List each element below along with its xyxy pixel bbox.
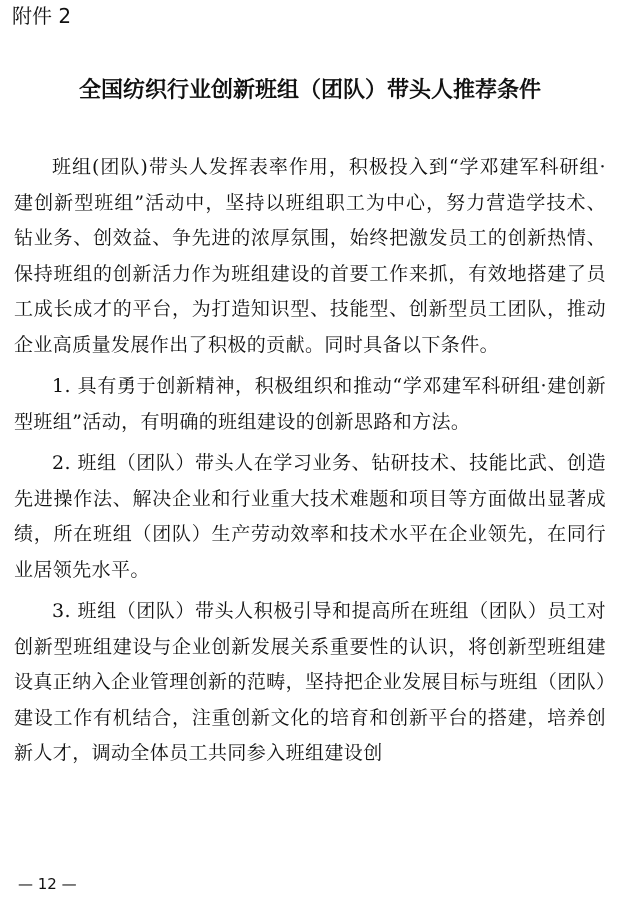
- paragraph-condition-3: 3. 班组（团队）带头人积极引导和提高所在班组（团队）员工对创新型班组建设与企业创新发展关系重要性的认识，将创新型班组建设真正纳入企业管理创新的范畴，坚持把企业发展目标与班组（团队）建设工作有机结合，注重创新文化的培育和创新平台的搭建，培养创新人才，调动全体员工共同参入班组建设创: [14, 600, 606, 764]
- document-body: [14, 150, 606, 772]
- page-number: — 12 —: [18, 875, 77, 893]
- attachment-label: 附件 2: [12, 4, 72, 28]
- paragraph-condition-2: 2. 班组（团队）带头人在学习业务、钻研技术、技能比武、创造先进操作法、解决企业和行业重大技术难题和项目等方面做出显著成绩，所在班组（团队）生产劳动效率和技术水平在企业领先，在同行业居领先水平。: [14, 452, 606, 581]
- paragraph-condition-1: 1. 具有勇于创新精神，积极组织和推动“学邓建军科研组·建创新型班组”活动，有明确的班组建设的创新思路和方法。: [14, 375, 606, 433]
- document-title: 全国纺织行业创新班组（团队）带头人推荐条件: [78, 78, 541, 103]
- paragraph-intro: 班组(团队)带头人发挥表率作用，积极投入到“学邓建军科研组·建创新型班组”活动中，坚持以班组职工为中心，努力营造学技术、钻业务、创效益、争先进的浓厚氛围，始终把激发员工的创新热情、保持班组的创新活力作为班组建设的首要工作来抓，有效地搭建了员工成长成才的平台，为打造知识型、技能型、创新型员工团队，推动企业高质量发展作出了积极的贡献。同时具备以下条件。: [14, 156, 606, 356]
